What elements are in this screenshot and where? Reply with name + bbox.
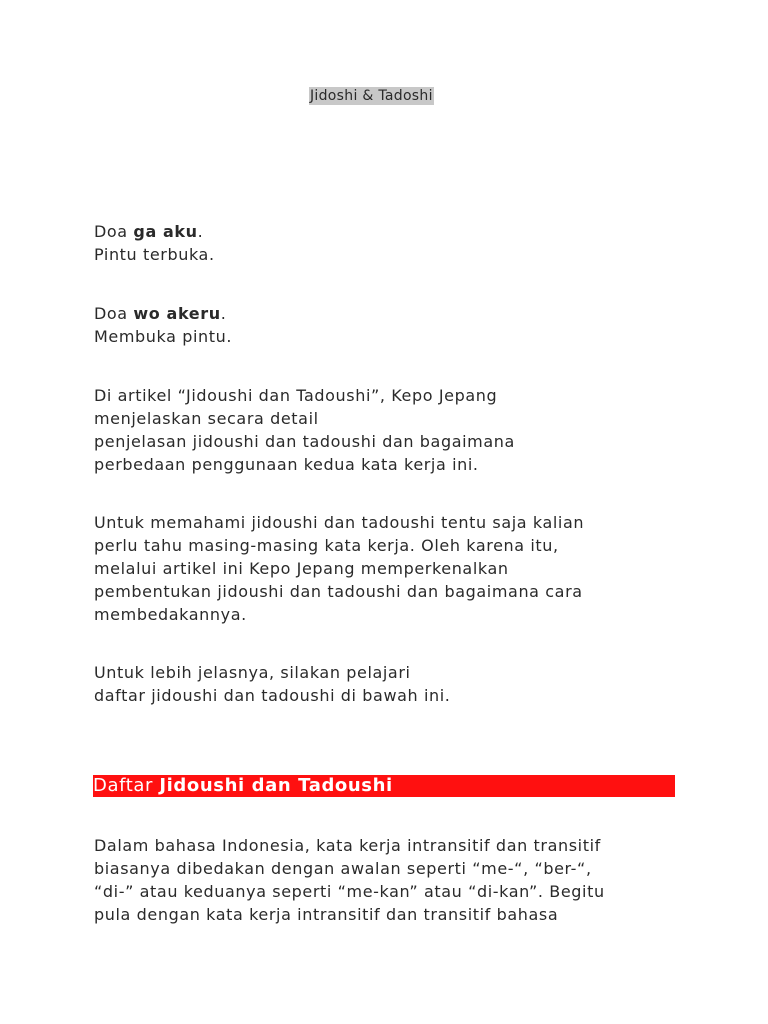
paragraph-4-line: pula dengan kata kerja intransitif dan transitif bahasa (94, 905, 559, 924)
paragraph-1-line: perbedaan penggunaan kedua kata kerja ini. (94, 455, 479, 474)
paragraph-2-line: pembentukan jidoushi dan tadoushi dan bagaimana cara (94, 582, 583, 601)
section-heading-bold: Jidoushi dan Tadoushi (159, 775, 393, 796)
example-2-particle-verb: wo akeru (133, 304, 221, 323)
paragraph-4-line: Dalam bahasa Indonesia, kata kerja intransitif dan transitif (94, 836, 601, 855)
example-2-translation: Membuka pintu. (94, 327, 233, 346)
paragraph-1 (94, 384, 694, 476)
paragraph-4-line: “di-” atau keduanya seperti “me-kan” atau “di-kan”. Begitu (94, 882, 605, 901)
paragraph-2-line: Untuk memahami jidoushi dan tadoushi tentu saja kalian (94, 513, 585, 532)
paragraph-4 (94, 834, 694, 926)
example-2-prefix: Doa (94, 304, 134, 323)
paragraph-3 (94, 661, 694, 707)
paragraph-3-line: Untuk lebih jelasnya, silakan pelajari (94, 663, 411, 682)
example-1-particle-verb: ga aku (133, 222, 198, 241)
paragraph-2 (94, 511, 694, 626)
paragraph-2-line: melalui artikel ini Kepo Jepang memperkenalkan (94, 559, 509, 578)
example-1-prefix: Doa (94, 222, 134, 241)
paragraph-1-line: menjelaskan secara detail (94, 409, 319, 428)
paragraph-1-line: Di artikel “Jidoushi dan Tadoushi”, Kepo Jepang (94, 386, 498, 405)
example-1-translation: Pintu terbuka. (94, 245, 215, 264)
paragraph-2-line: membedakannya. (94, 605, 247, 624)
section-heading-prefix: Daftar (93, 775, 160, 796)
example-2-japanese (94, 302, 694, 325)
paragraph-2-line: perlu tahu masing-masing kata kerja. Oleh karena itu, (94, 536, 559, 555)
section-heading (93, 775, 675, 797)
example-1-period: . (197, 222, 204, 241)
example-2-period: . (220, 304, 227, 323)
example-1-japanese (94, 220, 694, 243)
paragraph-4-line: biasanya dibedakan dengan awalan seperti “me-“, “ber-“, (94, 859, 592, 878)
document-title: Jidoshi & Tadoshi (310, 88, 433, 104)
paragraph-1-line: penjelasan jidoushi dan tadoushi dan bagaimana (94, 432, 515, 451)
example-sentence-2 (94, 302, 694, 348)
example-sentence-1 (94, 220, 694, 266)
paragraph-3-line: daftar jidoushi dan tadoushi di bawah ini. (94, 686, 451, 705)
